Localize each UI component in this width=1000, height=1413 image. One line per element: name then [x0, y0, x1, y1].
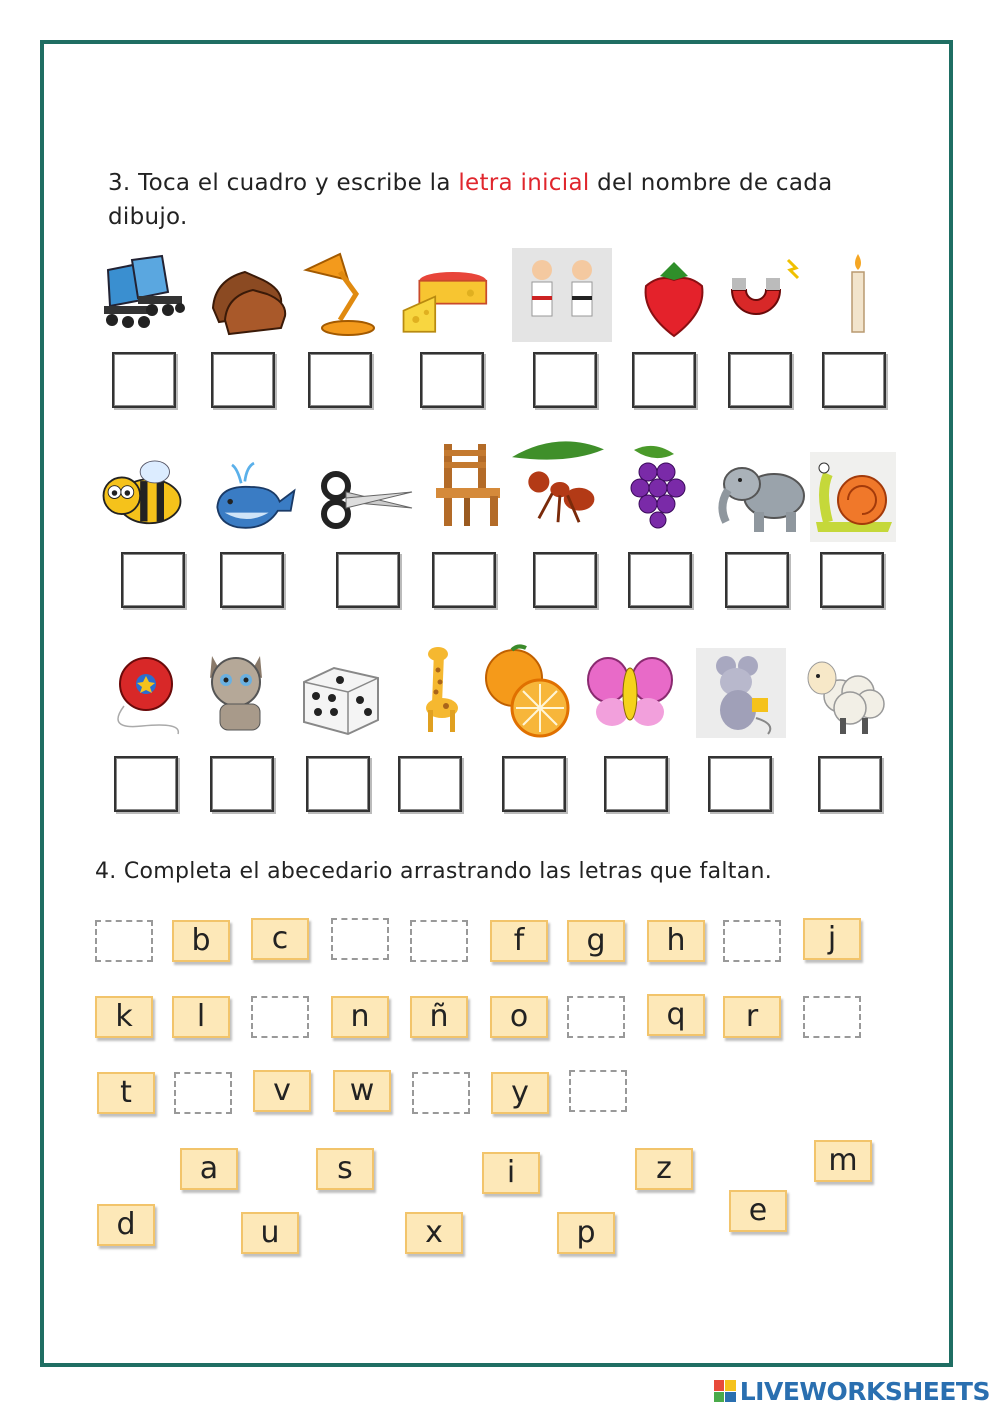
liveworksheets-logo: [714, 1377, 990, 1405]
answer-box[interactable]: [420, 352, 484, 408]
answer-box[interactable]: [398, 756, 462, 812]
draggable-letter-tile[interactable]: i: [482, 1152, 540, 1194]
letter-tile: h: [647, 920, 705, 962]
drop-slot[interactable]: [723, 920, 781, 962]
exercise-3-instruction: [108, 166, 833, 234]
answer-box[interactable]: [112, 352, 176, 408]
letter-tile: b: [172, 920, 230, 962]
bee-picture: [98, 448, 186, 538]
whale-picture: [210, 452, 298, 542]
karate-picture: [512, 248, 612, 342]
drop-slot[interactable]: [331, 918, 389, 960]
answer-box[interactable]: [502, 756, 566, 812]
answer-box[interactable]: [628, 552, 692, 608]
answer-box[interactable]: [308, 352, 372, 408]
letter-tile: l: [172, 996, 230, 1038]
letter-tile: j: [803, 918, 861, 960]
magnet-picture: [718, 250, 806, 340]
draggable-letter-tile[interactable]: e: [729, 1190, 787, 1232]
draggable-letter-tile[interactable]: p: [557, 1212, 615, 1254]
answer-box[interactable]: [533, 352, 597, 408]
elephant-picture: [716, 446, 810, 536]
instruction-text: 3. Toca el cuadro y escribe la: [108, 170, 459, 196]
lamp-picture: [300, 250, 388, 340]
letter-tile: t: [97, 1072, 155, 1114]
answer-box[interactable]: [533, 552, 597, 608]
draggable-letter-tile[interactable]: a: [180, 1148, 238, 1190]
butterfly-picture: [586, 646, 674, 736]
instruction-text-end: del nombre de cada: [589, 170, 833, 196]
letter-tile: o: [490, 996, 548, 1038]
letter-tile: ñ: [410, 996, 468, 1038]
drop-slot[interactable]: [569, 1070, 627, 1112]
drop-slot[interactable]: [95, 920, 153, 962]
letter-tile: n: [331, 996, 389, 1038]
rollerskates-picture: [98, 250, 186, 340]
answer-box[interactable]: [121, 552, 185, 608]
answer-box[interactable]: [708, 756, 772, 812]
letter-tile: w: [333, 1070, 391, 1112]
letter-tile: f: [490, 920, 548, 962]
draggable-letter-tile[interactable]: z: [635, 1148, 693, 1190]
ant-picture: [508, 436, 608, 526]
cat-picture: [196, 646, 284, 736]
answer-box[interactable]: [725, 552, 789, 608]
grapes-picture: [614, 440, 702, 530]
answer-box[interactable]: [820, 552, 884, 608]
letter-tile: y: [491, 1072, 549, 1114]
sheep-picture: [800, 648, 888, 738]
logo-text: LIVEWORKSHEETS: [739, 1376, 990, 1406]
letter-tile: k: [95, 996, 153, 1038]
yoyo-picture: [102, 646, 190, 736]
drop-slot[interactable]: [251, 996, 309, 1038]
shoes-picture: [205, 250, 293, 340]
letter-tile: q: [647, 994, 705, 1036]
answer-box[interactable]: [220, 552, 284, 608]
answer-box[interactable]: [822, 352, 886, 408]
draggable-letter-tile[interactable]: u: [241, 1212, 299, 1254]
instruction-highlight: letra inicial: [458, 170, 590, 196]
answer-box[interactable]: [210, 756, 274, 812]
drop-slot[interactable]: [174, 1072, 232, 1114]
answer-box[interactable]: [632, 352, 696, 408]
giraffe-picture: [398, 644, 486, 734]
answer-box[interactable]: [211, 352, 275, 408]
exercise-4-instruction: 4. Completa el abecedario arrastrando las letras que faltan.: [95, 859, 773, 884]
draggable-letter-tile[interactable]: m: [814, 1140, 872, 1182]
answer-box[interactable]: [604, 756, 668, 812]
letter-tile: r: [723, 996, 781, 1038]
logo-mark-icon: [714, 1380, 736, 1402]
draggable-letter-tile[interactable]: x: [405, 1212, 463, 1254]
cheese-picture: [400, 256, 488, 346]
letter-tile: v: [253, 1070, 311, 1112]
answer-box[interactable]: [728, 352, 792, 408]
drop-slot[interactable]: [567, 996, 625, 1038]
draggable-letter-tile[interactable]: s: [316, 1148, 374, 1190]
snail-picture: [810, 452, 896, 542]
draggable-letter-tile[interactable]: d: [97, 1204, 155, 1246]
letter-tile: c: [251, 918, 309, 960]
letter-tile: g: [567, 920, 625, 962]
strawberry-picture: [630, 256, 718, 346]
orange-picture: [478, 642, 576, 738]
answer-box[interactable]: [432, 552, 496, 608]
scissors-picture: [320, 452, 416, 542]
drop-slot[interactable]: [410, 920, 468, 962]
chair-picture: [424, 440, 512, 530]
dice-picture: [298, 652, 386, 742]
answer-box[interactable]: [818, 756, 882, 812]
answer-box[interactable]: [336, 552, 400, 608]
drop-slot[interactable]: [803, 996, 861, 1038]
drop-slot[interactable]: [412, 1072, 470, 1114]
answer-box[interactable]: [114, 756, 178, 812]
mouse-picture: [696, 648, 786, 738]
instruction-line-2: dibujo.: [108, 204, 188, 230]
candle-picture: [818, 250, 906, 340]
answer-box[interactable]: [306, 756, 370, 812]
